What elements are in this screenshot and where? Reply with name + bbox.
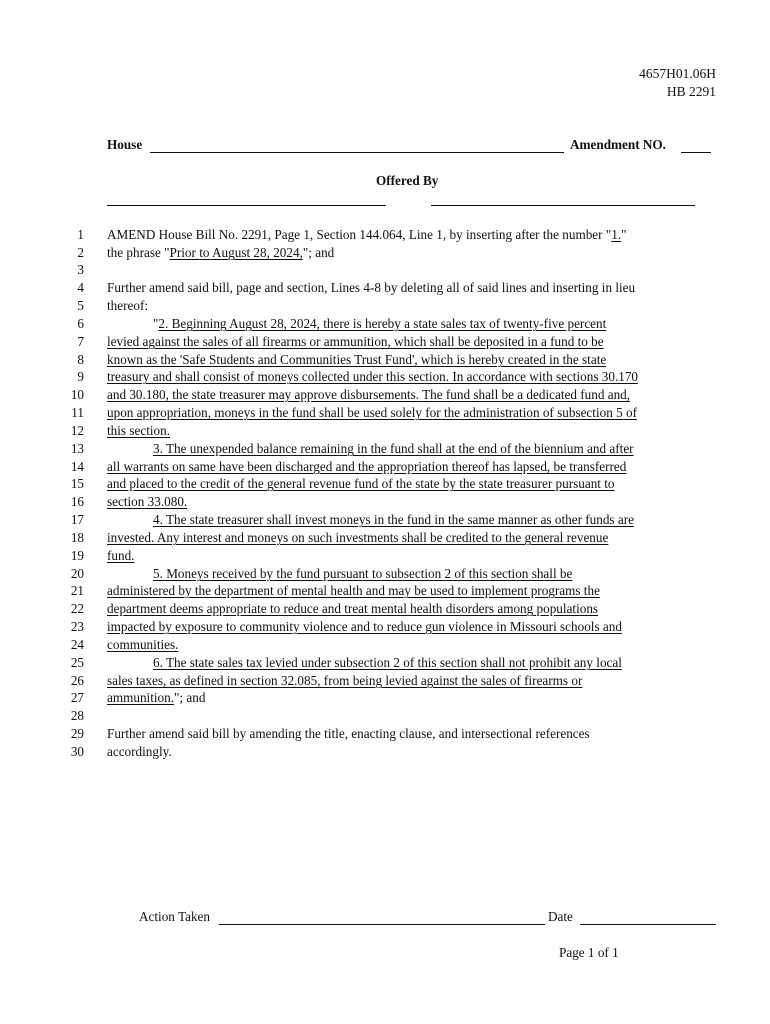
text-line-26: sales taxes, as defined in section 32.085, from being levied against the sales of firearms or <box>107 673 583 688</box>
line-number: 28 <box>70 708 84 723</box>
line-number: 17 <box>70 512 84 527</box>
date-label: Date <box>548 909 573 924</box>
text-line-20 <box>107 566 572 582</box>
text-line-8: known as the 'Safe Students and Communities Trust Fund', which is hereby created in the state <box>107 352 607 367</box>
text-line-4: Further amend said bill, page and section, Lines 4-8 by deleting all of said lines and inserting in lieu <box>107 280 636 295</box>
line-number: 4 <box>77 280 84 295</box>
underlined-insertion: 5. Moneys received by the fund pursuant to subsection 2 of this section shall be <box>153 566 573 581</box>
text-line-22: department deems appropriate to reduce and treat mental health disorders among populations <box>107 601 599 616</box>
underlined-insertion: 6. The state sales tax levied under subsection 2 of this section shall not prohibit any local <box>153 655 622 670</box>
text-line-19: fund. <box>107 548 135 563</box>
text-line-24: communities. <box>107 637 179 652</box>
text-segment: the phrase " <box>107 245 170 260</box>
line-number: 6 <box>77 316 84 331</box>
underlined-insertion: 2. Beginning August 28, 2024, there is hereby a state sales tax of twenty-five percent <box>158 316 607 331</box>
line-number: 5 <box>77 298 84 313</box>
text-line-9: treasury and shall consist of moneys collected under this section. In accordance with sections 30.170 <box>107 369 639 384</box>
line-number: 18 <box>70 530 84 545</box>
underlined-insertion: Prior to August 28, 2024, <box>169 245 303 260</box>
house-label: House <box>107 137 143 152</box>
bill-reference: HB 2291 <box>666 84 716 99</box>
text-segment: " <box>153 316 159 331</box>
line-number: 3 <box>77 262 84 277</box>
underlined-insertion: ammunition. <box>107 690 175 705</box>
amendment-number-blank <box>681 152 711 153</box>
line-number: 22 <box>70 601 84 616</box>
text-line-21: administered by the department of mental health and may be used to implement programs the <box>107 583 600 598</box>
line-number: 8 <box>77 352 84 367</box>
underlined-insertion: 3. The unexpended balance remaining in the fund shall at the end of the biennium and after <box>153 441 634 456</box>
text-line-6 <box>107 316 606 332</box>
line-number: 21 <box>70 583 84 598</box>
line-number: 27 <box>70 690 84 705</box>
text-line-16: section 33.080. <box>107 494 188 509</box>
line-number: 9 <box>77 369 84 384</box>
action-taken-label: Action Taken <box>139 909 210 924</box>
offered-by-blank-right <box>431 205 695 206</box>
text-line-23: impacted by exposure to community violence and to reduce gun violence in Missouri schools and <box>107 619 622 634</box>
text-line-18: invested. Any interest and moneys on such investments shall be credited to the general revenue <box>107 530 609 545</box>
line-number: 19 <box>70 548 84 563</box>
text-line-5: thereof: <box>107 298 149 313</box>
line-number: 7 <box>77 334 84 349</box>
line-number: 16 <box>70 494 84 509</box>
text-segment: " <box>621 227 627 242</box>
underlined-insertion: 1. <box>611 227 622 242</box>
text-line-1 <box>107 227 627 243</box>
line-number: 23 <box>70 619 84 634</box>
offered-by-label: Offered By <box>376 173 439 188</box>
house-blank-line <box>150 152 564 153</box>
offered-by-blank-left <box>107 205 386 206</box>
line-number: 13 <box>70 441 84 456</box>
line-number: 24 <box>70 637 84 652</box>
document-code: 4657H01.06H <box>639 66 716 81</box>
amendment-number-label: Amendment NO. <box>570 137 666 152</box>
line-number: 30 <box>70 744 84 759</box>
line-number: 29 <box>70 726 84 741</box>
text-line-15: and placed to the credit of the general revenue fund of the state by the state treasurer pursuant to <box>107 476 615 491</box>
text-segment: AMEND House Bill No. 2291, Page 1, Section 144.064, Line 1, by inserting after the number " <box>107 227 612 242</box>
line-number: 11 <box>71 405 84 420</box>
line-number: 10 <box>70 387 84 402</box>
text-line-25 <box>107 655 622 671</box>
line-number: 14 <box>70 459 84 474</box>
line-number: 2 <box>77 245 84 260</box>
text-line-14: all warrants on same have been discharged and the appropriation thereof has lapsed, be transferred <box>107 459 627 474</box>
text-line-13 <box>107 441 634 457</box>
action-taken-blank <box>219 924 545 925</box>
line-number: 15 <box>70 476 84 491</box>
text-line-30: accordingly. <box>107 744 172 759</box>
line-number: 26 <box>70 673 84 688</box>
line-number: 1 <box>77 227 84 242</box>
line-number: 25 <box>70 655 84 670</box>
text-line-10: and 30.180, the state treasurer may approve disbursements. The fund shall be a dedicated fund and, <box>107 387 631 402</box>
text-line-27 <box>107 690 205 706</box>
underlined-insertion: 4. The state treasurer shall invest moneys in the fund in the same manner as other funds are <box>153 512 634 527</box>
text-line-17 <box>107 512 634 528</box>
text-line-11: upon appropriation, moneys in the fund shall be used solely for the administration of subsection 5 of <box>107 405 637 420</box>
text-line-7: levied against the sales of all firearms or ammunition, which shall be deposited in a fund to be <box>107 334 604 349</box>
text-segment: "; and <box>174 690 206 705</box>
text-line-29: Further amend said bill by amending the title, enacting clause, and intersectional references <box>107 726 590 741</box>
text-line-2 <box>107 245 334 261</box>
text-segment: "; and <box>302 245 335 260</box>
line-number: 20 <box>70 566 84 581</box>
date-blank <box>580 924 716 925</box>
text-line-12: this section. <box>107 423 171 438</box>
line-number: 12 <box>70 423 84 438</box>
page-number: Page 1 of 1 <box>559 945 619 960</box>
